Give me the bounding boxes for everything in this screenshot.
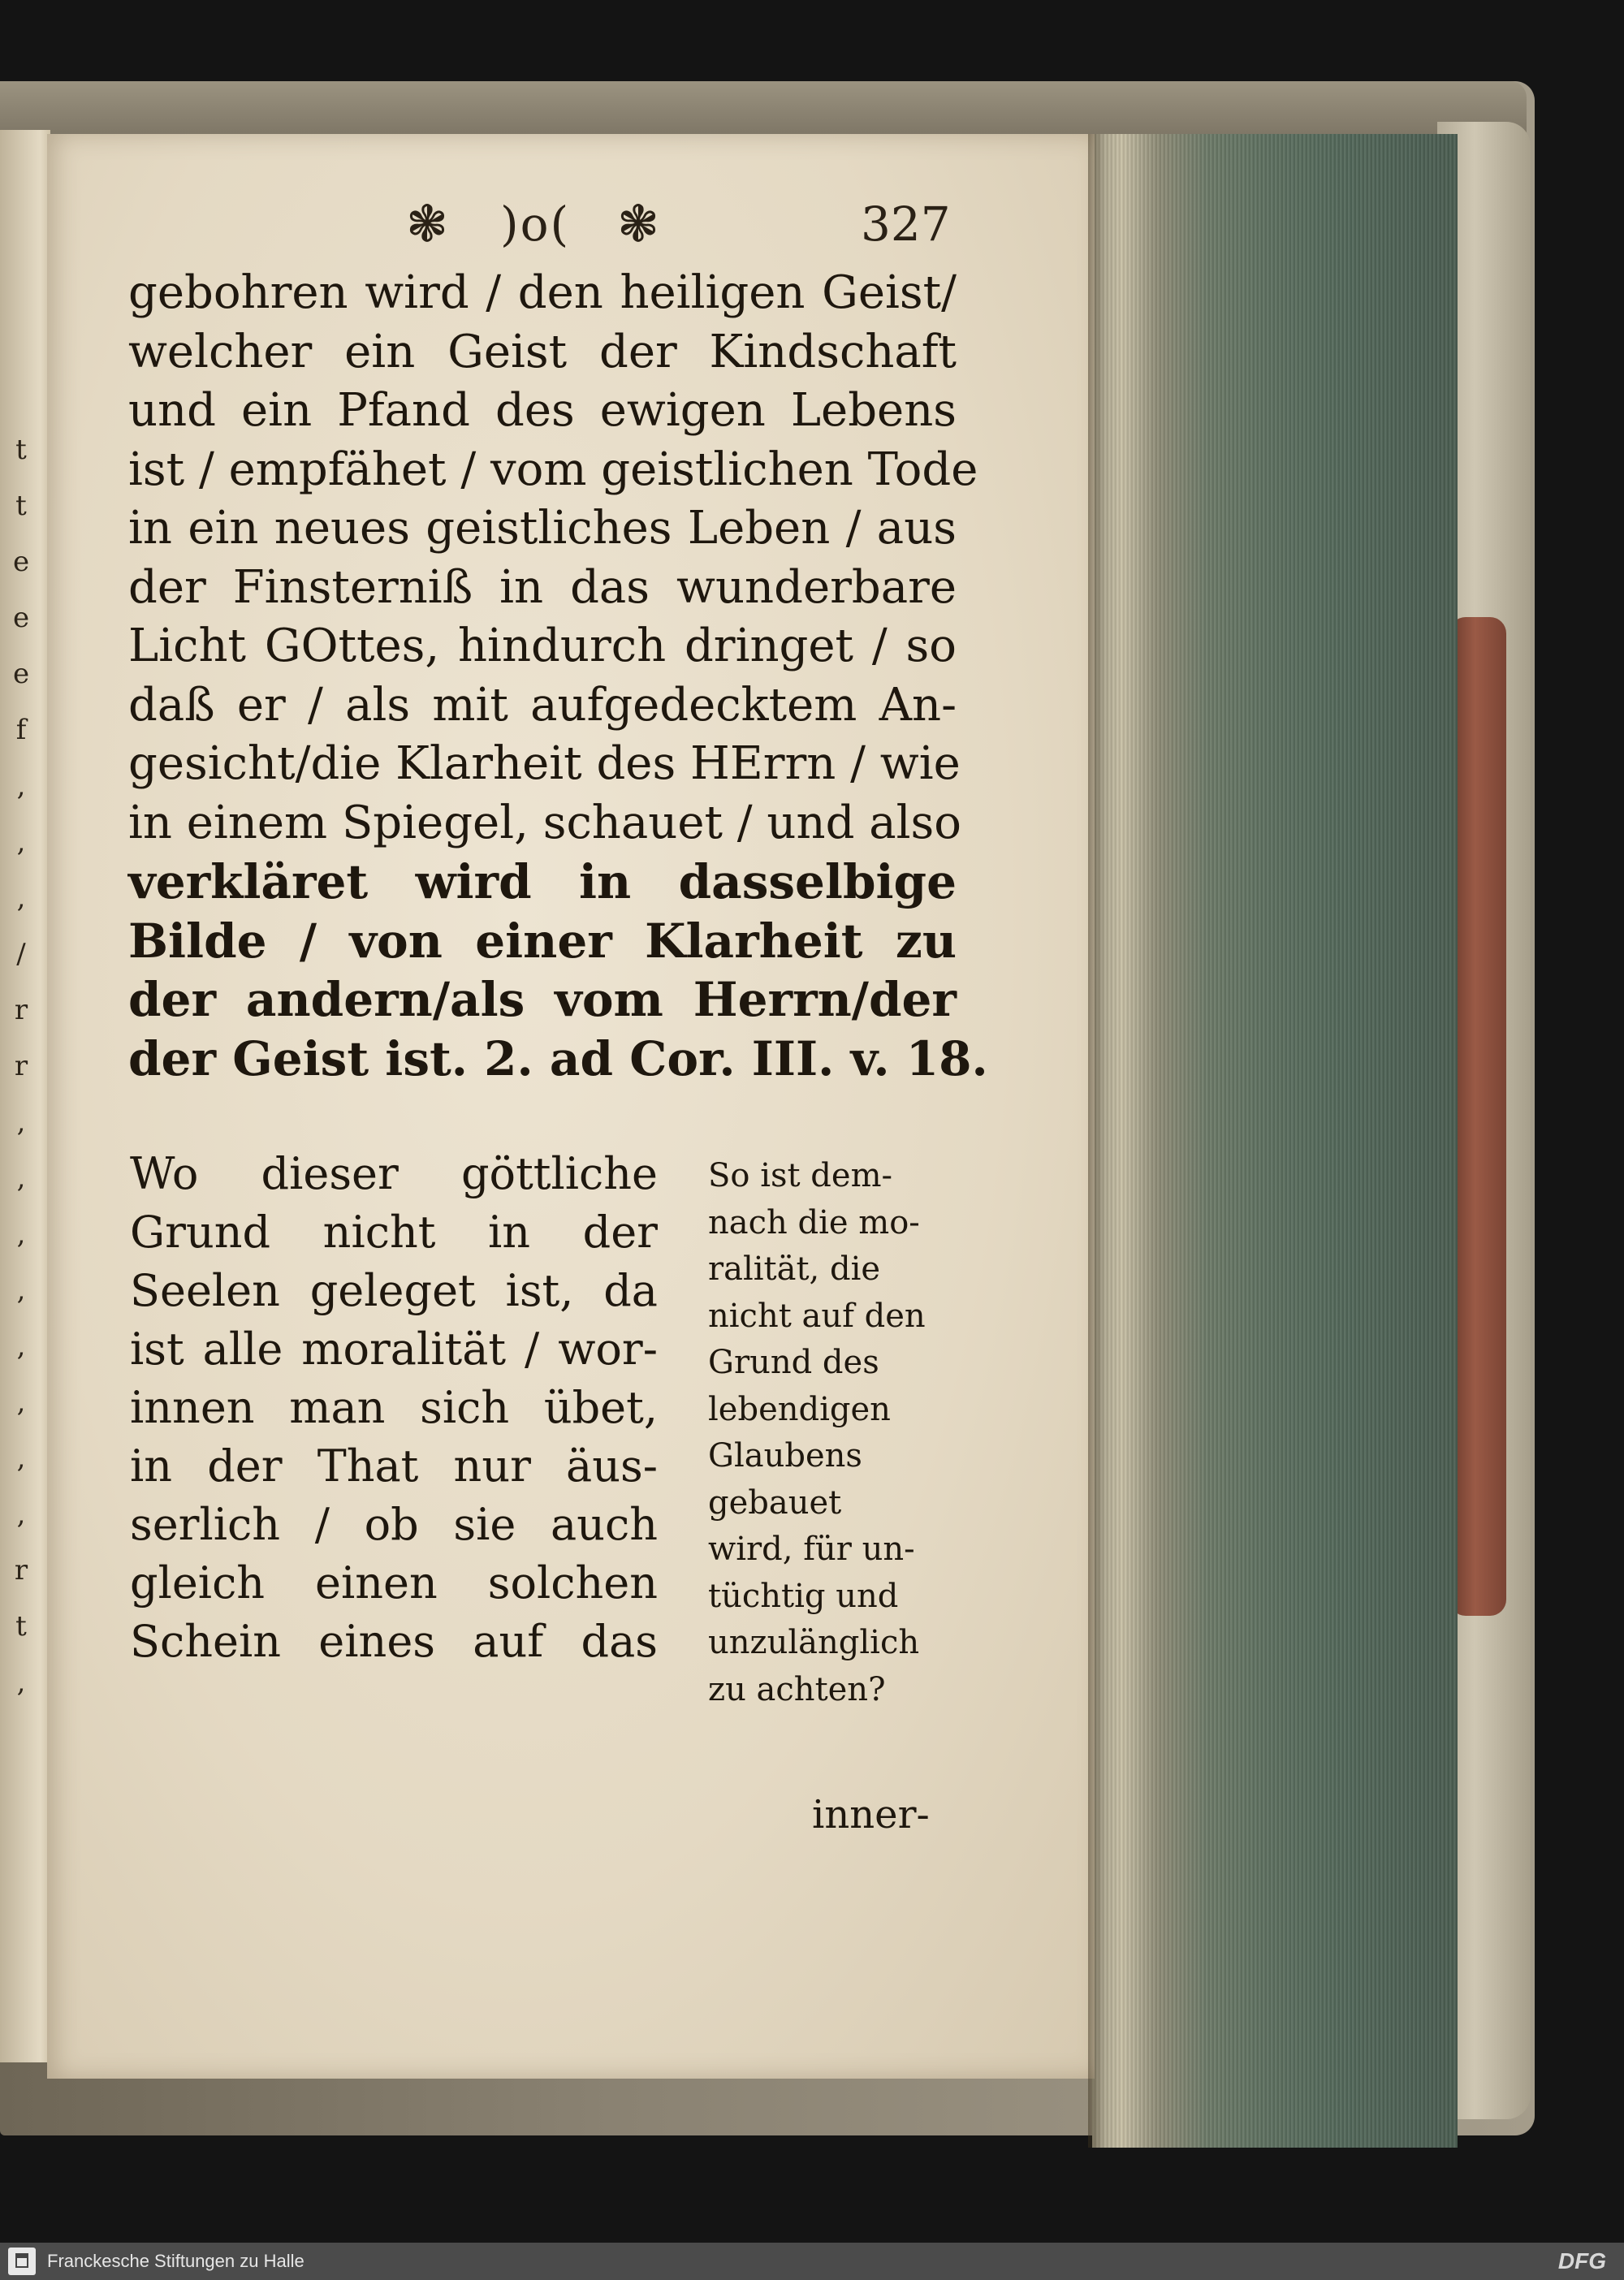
leather-spine-patch xyxy=(1449,617,1506,1616)
main-text-block xyxy=(128,264,988,1088)
ornament-left-icon: ❃ xyxy=(406,194,448,253)
text-line-emphasis: der Geist ist. 2. ad Cor. III. v. 18. xyxy=(128,1030,988,1086)
previous-page-letter: , xyxy=(16,1162,26,1194)
previous-page-letter: r xyxy=(14,994,28,1026)
previous-page-letter: e xyxy=(12,658,30,690)
text-line: Wo dieser göttliche xyxy=(130,1148,658,1199)
viewer-footer xyxy=(0,2243,1624,2280)
text-line: ist alle moralität / wor- xyxy=(130,1324,658,1375)
ornament-middle: )o( xyxy=(500,196,571,252)
note-line: Glaubens xyxy=(708,1437,862,1475)
previous-page-letter: , xyxy=(16,770,26,802)
previous-page-letter: , xyxy=(16,1218,26,1250)
note-line: tüchtig und xyxy=(708,1577,899,1615)
previous-page-letter: t xyxy=(15,490,27,522)
text-line: in einem Spiegel, schauet / und also xyxy=(128,796,961,849)
previous-page-letter: , xyxy=(16,1386,26,1419)
note-line: Grund des xyxy=(708,1344,879,1381)
text-line: innen man sich übet, xyxy=(130,1382,658,1433)
page-header xyxy=(374,192,958,257)
page-number: 327 xyxy=(861,196,951,252)
text-line: Grund nicht in der xyxy=(130,1207,658,1258)
page-fore-edge xyxy=(1092,134,1458,2148)
text-line: ist / empfähet / vom geistlichen Tode xyxy=(128,443,978,496)
page-edge-shadow xyxy=(1088,134,1104,2148)
ornament-right-icon: ❃ xyxy=(617,194,659,253)
text-line: der Finsterniß in das wunderbare xyxy=(128,560,957,614)
text-line: welcher ein Geist der Kindschaft xyxy=(128,325,957,378)
text-line: Seelen geleget ist, da xyxy=(130,1265,658,1316)
note-line: ralität, die xyxy=(708,1250,881,1288)
note-line: zu achten? xyxy=(708,1670,886,1708)
previous-page-letter: , xyxy=(16,1442,26,1475)
dfg-logo[interactable]: DFG xyxy=(1557,2248,1606,2274)
text-line: gebohren wird / den heiligen Geist/ xyxy=(128,266,957,319)
previous-page-letter: , xyxy=(16,1666,26,1699)
text-line: gleich einen solchen xyxy=(130,1557,658,1609)
previous-page-letter: / xyxy=(16,938,26,970)
text-line-emphasis: verkläret wird in dasselbige xyxy=(128,854,957,909)
previous-page-letter: , xyxy=(16,826,26,858)
note-line: wird, für un- xyxy=(708,1531,915,1568)
previous-page-letter: r xyxy=(14,1554,28,1587)
previous-page-letter: , xyxy=(16,882,26,914)
note-line: So ist dem- xyxy=(708,1157,893,1194)
note-line: unzulänglich xyxy=(708,1624,920,1661)
previous-page-letter: r xyxy=(14,1050,28,1082)
text-line-emphasis: Bilde / von einer Klarheit zu xyxy=(128,913,957,969)
text-line: Schein eines auf das xyxy=(130,1616,658,1667)
previous-page-letter: t xyxy=(15,1610,27,1643)
previous-page-letter: e xyxy=(12,602,30,634)
previous-page-letter: t xyxy=(15,434,27,466)
note-line: gebauet xyxy=(708,1483,842,1522)
text-line: serlich / ob sie auch xyxy=(130,1499,658,1550)
catchword: inner- xyxy=(812,1792,930,1837)
text-line: daß er / als mit aufgedecktem An- xyxy=(128,678,957,732)
institution-name[interactable]: Franckesche Stiftungen zu Halle xyxy=(47,2251,304,2271)
previous-page-letter: , xyxy=(16,1106,26,1138)
previous-page-letter: e xyxy=(12,546,30,578)
institution-logo-icon xyxy=(8,2248,36,2275)
text-line-emphasis: der andern/als vom Herrn/der xyxy=(128,972,957,1027)
note-line: lebendigen xyxy=(708,1390,891,1428)
previous-page-letter: , xyxy=(16,1330,26,1362)
note-line: nach die mo- xyxy=(708,1203,920,1241)
text-line: in ein neues geistliches Leben / aus xyxy=(128,502,957,555)
previous-page-strip xyxy=(0,130,50,2062)
text-line: in der That nur äus- xyxy=(130,1440,658,1492)
marginal-note xyxy=(708,1153,952,1713)
previous-page-letter: f xyxy=(15,714,27,746)
previous-page-letter: , xyxy=(16,1274,26,1306)
previous-page-letters xyxy=(5,422,37,1711)
paragraph-column xyxy=(130,1145,658,1671)
text-line: gesicht/die Klarheit des HErrn / wie xyxy=(128,737,961,790)
text-line: und ein Pfand des ewigen Lebens xyxy=(128,384,957,437)
previous-page-letter: , xyxy=(16,1498,26,1531)
text-line: Licht GOttes, hindurch dringet / so xyxy=(128,620,957,672)
note-line: nicht auf den xyxy=(708,1297,926,1335)
book-cover-top xyxy=(0,81,1527,138)
